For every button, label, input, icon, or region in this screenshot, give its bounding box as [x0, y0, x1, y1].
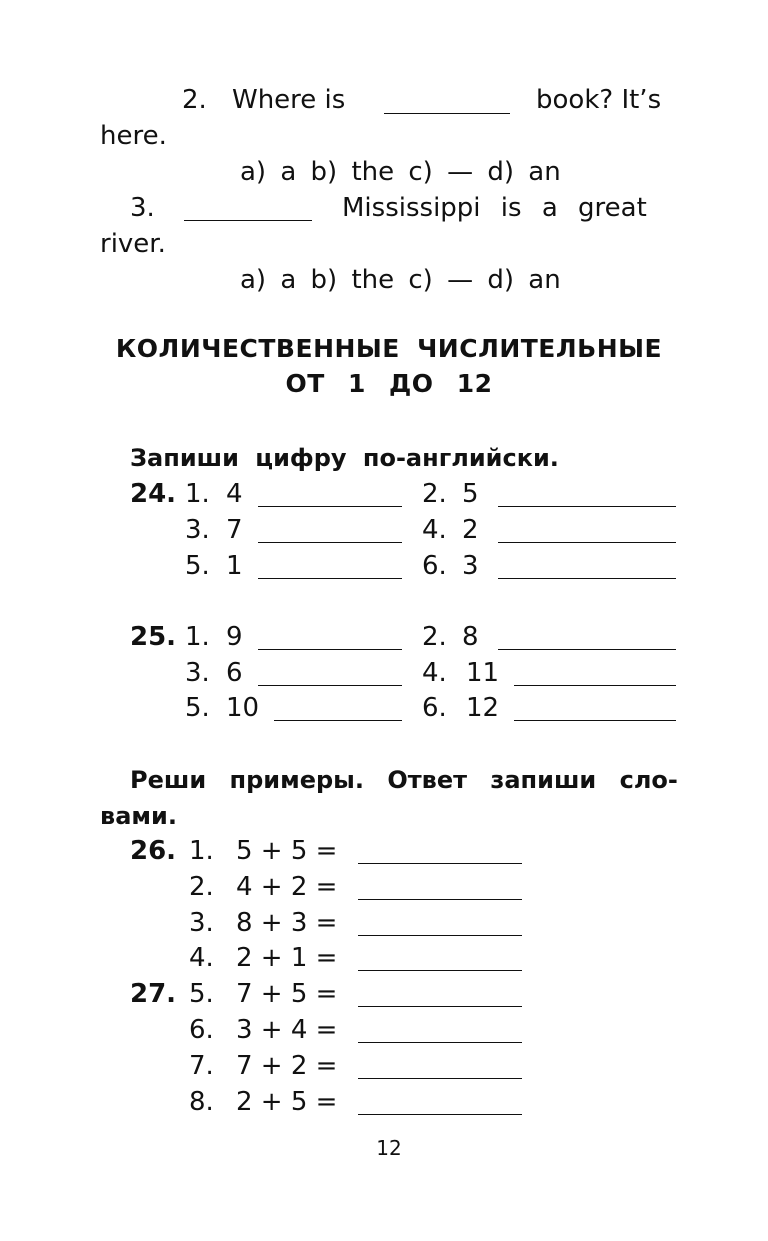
item-digit: 5: [462, 479, 479, 509]
section-title-line1: КОЛИЧЕСТВЕННЫЕ ЧИСЛИТЕЛЬНЫЕ: [115, 334, 663, 363]
answer-blank[interactable]: [258, 542, 402, 543]
math-expression: 5 + 5 =: [236, 836, 338, 866]
answer-blank[interactable]: [498, 542, 676, 543]
item-number: 6.: [422, 693, 447, 723]
answer-blank[interactable]: [358, 1042, 522, 1043]
item-number: 4.: [422, 658, 447, 688]
answer-blank[interactable]: [498, 578, 676, 579]
item-number: 1.: [185, 479, 210, 509]
item-digit: 8: [462, 622, 479, 652]
question-number: 3.: [130, 193, 155, 223]
answer-blank[interactable]: [514, 720, 676, 721]
question-text: river.: [100, 229, 166, 259]
answer-blank[interactable]: [358, 970, 522, 971]
item-number: 5.: [185, 693, 210, 723]
answer-blank[interactable]: [358, 1078, 522, 1079]
item-number: 2.: [422, 479, 447, 509]
item-number: 5.: [185, 551, 210, 581]
item-number: 2.: [189, 872, 214, 902]
question-text: Where is: [232, 85, 346, 115]
answer-blank[interactable]: [258, 506, 402, 507]
exercise-label: 25.: [130, 622, 177, 652]
answer-blank[interactable]: [358, 899, 522, 900]
math-expression: 3 + 4 =: [236, 1015, 338, 1045]
answer-blank[interactable]: [358, 1114, 522, 1115]
exercise-label: 24.: [130, 479, 177, 509]
answer-blank[interactable]: [184, 220, 312, 221]
question-text: Mississippi is a great: [342, 193, 647, 223]
answer-blank[interactable]: [274, 720, 402, 721]
section-title-line2: ОТ 1 ДО 12: [285, 369, 493, 398]
item-digit: 9: [226, 622, 243, 652]
item-number: 3.: [185, 658, 210, 688]
math-expression: 2 + 5 =: [236, 1087, 338, 1117]
item-number: 1.: [189, 836, 214, 866]
item-digit: 3: [462, 551, 479, 581]
item-digit: 11: [466, 658, 500, 688]
item-digit: 10: [226, 693, 260, 723]
answer-blank[interactable]: [258, 649, 402, 650]
item-number: 4.: [422, 515, 447, 545]
math-expression: 4 + 2 =: [236, 872, 338, 902]
answer-blank[interactable]: [258, 578, 402, 579]
answer-blank[interactable]: [384, 113, 510, 114]
exercise-label: 27.: [130, 979, 177, 1009]
item-digit: 12: [466, 693, 500, 723]
item-number: 7.: [189, 1051, 214, 1081]
item-digit: 7: [226, 515, 243, 545]
item-number: 2.: [422, 622, 447, 652]
item-number: 3.: [189, 908, 214, 938]
question-number: 2.: [182, 85, 207, 115]
math-expression: 8 + 3 =: [236, 908, 338, 938]
exercise-label: 26.: [130, 836, 177, 866]
math-expression: 7 + 5 =: [236, 979, 338, 1009]
item-digit: 2: [462, 515, 479, 545]
answer-options: a) a b) the c) — d) an: [240, 157, 561, 187]
math-expression: 2 + 1 =: [236, 943, 338, 973]
answer-blank[interactable]: [514, 685, 676, 686]
answer-blank[interactable]: [358, 935, 522, 936]
item-digit: 6: [226, 658, 243, 688]
item-number: 8.: [189, 1087, 214, 1117]
answer-blank[interactable]: [498, 649, 676, 650]
answer-options: a) a b) the c) — d) an: [240, 265, 561, 295]
item-number: 3.: [185, 515, 210, 545]
item-digit: 4: [226, 479, 243, 509]
answer-blank[interactable]: [498, 506, 676, 507]
item-number: 6.: [189, 1015, 214, 1045]
question-text: book? It’s: [536, 85, 662, 115]
instruction-math-line2: вами.: [100, 802, 177, 830]
answer-blank[interactable]: [258, 685, 402, 686]
math-expression: 7 + 2 =: [236, 1051, 338, 1081]
question-text: here.: [100, 121, 167, 151]
instruction-math-line1: Реши примеры. Ответ запиши сло-: [130, 766, 678, 794]
answer-blank[interactable]: [358, 863, 522, 864]
page-number: 12: [376, 1136, 402, 1160]
answer-blank[interactable]: [358, 1006, 522, 1007]
instruction-write-digits: Запиши цифру по-английски.: [130, 444, 559, 472]
item-number: 1.: [185, 622, 210, 652]
item-digit: 1: [226, 551, 243, 581]
item-number: 5.: [189, 979, 214, 1009]
item-number: 4.: [189, 943, 214, 973]
item-number: 6.: [422, 551, 447, 581]
